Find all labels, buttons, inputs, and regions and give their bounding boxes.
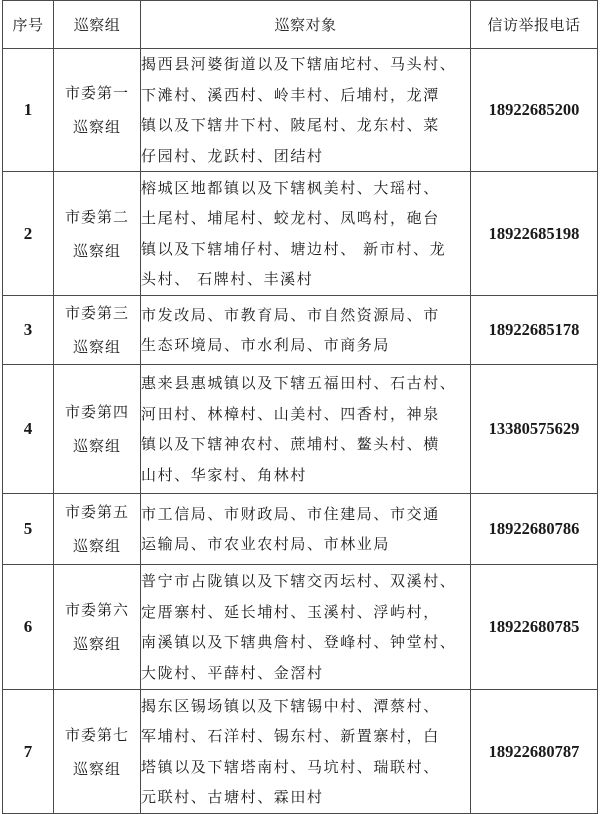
table-row: [3, 690, 598, 814]
target-line: 河田村、林樟村、山美村、四香村，神泉: [141, 404, 440, 423]
row-group: [54, 494, 141, 565]
header-target: 巡察对象: [141, 1, 471, 49]
target-line: 大陇村、平薛村、金滘村: [141, 663, 324, 682]
row-group: [54, 690, 141, 814]
group-name: 市委第七: [64, 725, 129, 744]
row-target: [141, 172, 471, 296]
table-row: [3, 296, 598, 365]
group-name: 市委第五: [64, 503, 129, 521]
row-index: 4: [3, 365, 54, 494]
table-row: [3, 172, 598, 296]
target-line: 普宁市占陇镇以及下辖交丙坛村、双溪村、: [141, 572, 457, 590]
row-group: [54, 365, 141, 494]
row-index: 3: [3, 296, 54, 365]
target-line: 揭东区锡场镇以及下辖锡中村、潭蔡村、: [141, 696, 440, 715]
inspection-schedule-table: [2, 0, 598, 814]
target-line: 土尾村、埔尾村、蛟龙村、凤鸣村，砲台: [141, 209, 440, 227]
group-name: 市委第六: [64, 601, 129, 619]
target-line: 揭西县河婆街道以及下辖庙坨村、马头村、: [141, 55, 457, 73]
row-target: [141, 49, 471, 172]
table-row: [3, 494, 598, 565]
row-target: [141, 690, 471, 814]
group-suffix: 巡察组: [72, 338, 121, 356]
row-index: 1: [3, 49, 54, 172]
header-index: 序号: [3, 1, 54, 49]
header-phone: 信访举报电话: [471, 1, 598, 49]
row-target: [141, 296, 471, 365]
group-suffix: 巡察组: [72, 537, 121, 555]
row-index: 7: [3, 690, 54, 814]
target-line: 定厝寨村、延长埔村、玉溪村、浮屿村，: [141, 602, 440, 621]
target-line: 头村、 石牌村、丰溪村: [141, 270, 314, 288]
target-line: 生态环境局、市水利局、市商务局: [141, 336, 391, 354]
row-phone: 18922685200: [471, 49, 598, 172]
target-line: 惠来县惠城镇以及下辖五福田村、石古村、: [141, 374, 457, 392]
target-line: 山村、华家村、角林村: [141, 465, 308, 484]
target-line: 镇以及下辖埔仔村、塘边村、 新市村、龙: [141, 239, 447, 258]
row-phone: 18922680785: [471, 565, 598, 690]
row-phone: 13380575629: [471, 365, 598, 494]
target-line: 市发改局、市教育局、市自然资源局、市: [141, 305, 440, 324]
target-line: 仔园村、龙跃村、团结村: [141, 146, 324, 165]
target-line: 镇以及下辖神农村、蔗埔村、鳌头村、横: [141, 435, 440, 453]
row-group: [54, 296, 141, 365]
target-line: 军埔村、石洋村、锡东村、新置寨村，白: [141, 727, 440, 745]
group-suffix: 巡察组: [72, 118, 121, 136]
row-phone: 18922685198: [471, 172, 598, 296]
target-line: 运输局、市农业农村局、市林业局: [141, 535, 391, 553]
row-target: [141, 365, 471, 494]
row-group: [54, 565, 141, 690]
group-name: 市委第四: [64, 403, 129, 421]
group-suffix: 巡察组: [72, 241, 121, 260]
row-index: 5: [3, 494, 54, 565]
group-suffix: 巡察组: [72, 635, 121, 653]
target-line: 榕城区地都镇以及下辖枫美村、大瑶村、: [141, 178, 440, 197]
target-line: 市工信局、市财政局、市住建局、市交通: [141, 504, 440, 523]
row-phone: 18922680786: [471, 494, 598, 565]
group-name: 市委第二: [64, 207, 129, 226]
row-target: [141, 494, 471, 565]
target-line: 元联村、古塘村、霖田村: [141, 788, 324, 806]
group-name: 市委第三: [64, 304, 129, 322]
group-suffix: 巡察组: [72, 759, 121, 778]
table-row: [3, 49, 598, 172]
row-phone: 18922680787: [471, 690, 598, 814]
group-name: 市委第一: [64, 84, 129, 102]
row-index: 2: [3, 172, 54, 296]
row-phone: 18922685178: [471, 296, 598, 365]
header-row: [3, 1, 598, 49]
table-row: [3, 565, 598, 690]
row-group: [54, 49, 141, 172]
table-row: [3, 365, 598, 494]
group-suffix: 巡察组: [72, 437, 121, 455]
target-line: 镇以及下辖井下村、陂尾村、龙东村、菜: [141, 116, 440, 134]
target-line: 下滩村、溪西村、岭丰村、后埔村，龙潭: [141, 85, 440, 104]
row-group: [54, 172, 141, 296]
target-line: 南溪镇以及下辖典詹村、登峰村、钟堂村、: [141, 633, 457, 651]
row-index: 6: [3, 565, 54, 690]
target-line: 塔镇以及下辖塔南村、马坑村、瑞联村、: [141, 757, 440, 776]
row-target: [141, 565, 471, 690]
header-group: 巡察组: [54, 1, 141, 49]
